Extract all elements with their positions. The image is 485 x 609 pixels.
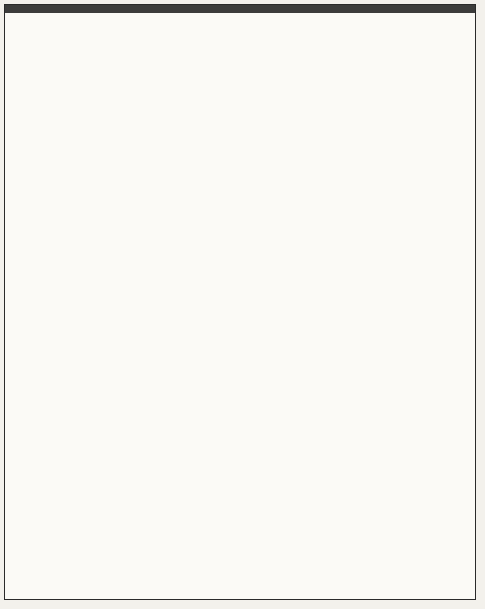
signature-line (15, 569, 465, 591)
notice-title (15, 29, 465, 55)
clipping-top-edge (5, 5, 475, 13)
notice-subtitle (15, 57, 465, 81)
reference-number-line (15, 506, 465, 521)
notice-clipping (4, 4, 476, 600)
notice-body-paragraph (15, 87, 465, 487)
publication-date-line (15, 489, 465, 504)
